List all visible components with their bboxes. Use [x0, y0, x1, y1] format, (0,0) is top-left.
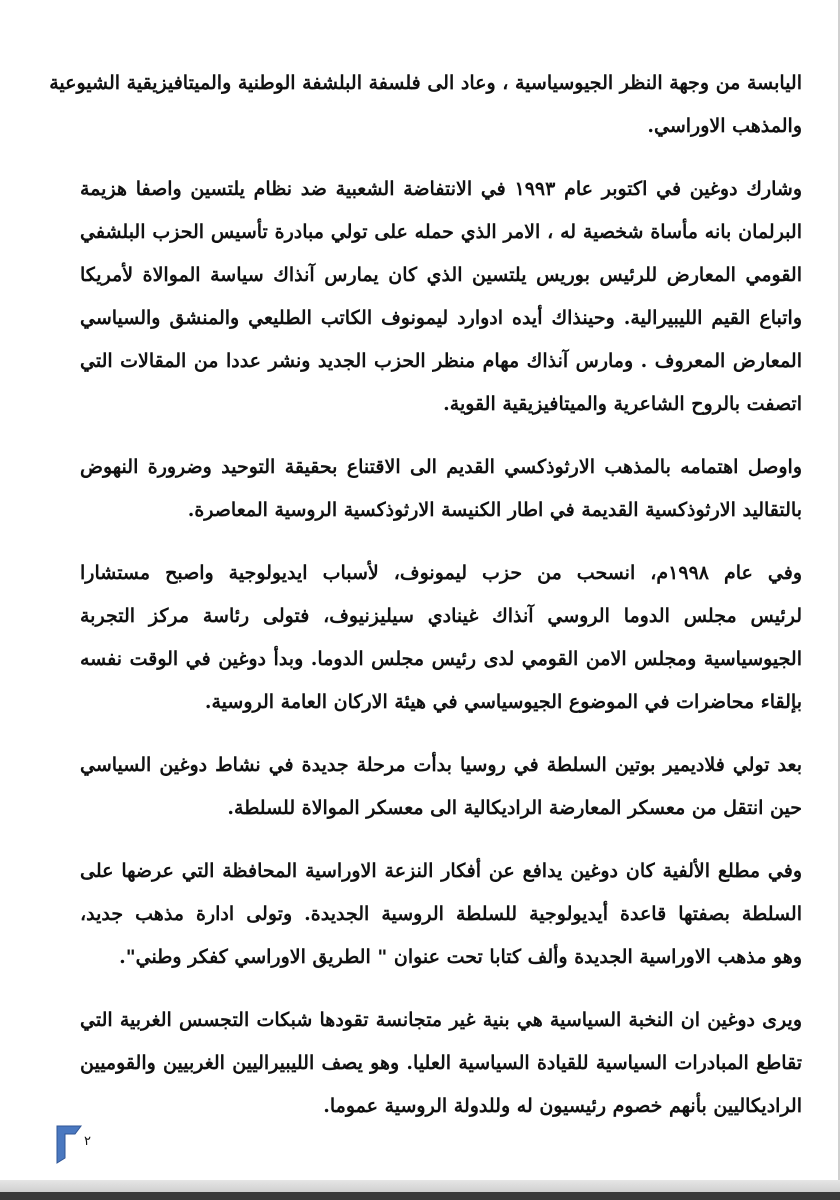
- text-line: الراديكاليين بأنهم خصوم رئيسيون له وللدولة الروسية عموما.: [323, 1095, 802, 1117]
- text-line: المعارض المعروف . ومارس آنذاك مهام منظر الحزب الجديد ونشر عددا من المقالات التي: [80, 350, 802, 372]
- text-line: اتصفت بالروح الشاعرية والميتافيزيقية القوية.: [443, 393, 802, 415]
- paragraph: [80, 999, 802, 1128]
- text-line: الجيوسياسية ومجلس الامن القومي لدى رئيس مجلس الدوما. وبدأ دوغين في الوقت نفسه: [80, 648, 802, 670]
- text-line: حين انتقل من معسكر المعارضة الراديكالية الى معسكر الموالاة للسلطة.: [227, 797, 802, 819]
- paragraph: [80, 744, 802, 830]
- text-line: واوصل اهتمامه بالمذهب الارثوذكسي القديم الى الاقتناع بحقيقة التوحيد وضرورة النهوض: [80, 456, 802, 478]
- text-line: وفي عام ١٩٩٨م، انسحب من حزب ليمونوف، لأسباب ايديولوجية واصبح مستشارا: [80, 562, 802, 584]
- text-line: القومي المعارض للرئيس بوريس يلتسين الذي كان يمارس آنذاك سياسة الموالاة لأمريكا: [80, 264, 803, 286]
- text-line: بإلقاء محاضرات في الموضوع الجيوسياسي في هيئة الاركان العامة الروسية.: [204, 691, 802, 713]
- paragraph: [80, 850, 802, 979]
- viewer-bottom-edge: [0, 1180, 840, 1192]
- page-number: ٢: [84, 1134, 91, 1149]
- paragraph: [80, 552, 802, 724]
- paragraph: [80, 446, 802, 532]
- text-line: بعد تولي فلاديمير بوتين السلطة في روسيا بدأت مرحلة جديدة في نشاط دوغين السياسي: [80, 754, 802, 776]
- text-line: وهو مذهب الاوراسية الجديدة وألف كتابا تحت عنوان " الطريق الاوراسي كفكر وطني".: [119, 946, 802, 968]
- paragraph: [80, 168, 802, 426]
- paragraph: [49, 62, 802, 148]
- text-line: والمذهب الاوراسي.: [647, 115, 802, 137]
- text-line: لرئيس مجلس الدوما الروسي آنذاك غينادي سيليزنيوف، فتولى رئاسة مركز التجربة: [80, 605, 802, 627]
- text-line: السلطة بصفتها قاعدة أيديولوجية للسلطة الروسية الجديدة. وتولى ادارة مذهب جديد،: [80, 903, 802, 925]
- text-line: بالتقاليد الارثوذكسية القديمة في اطار الكنيسة الارثوذكسية الروسية المعاصرة.: [187, 499, 802, 521]
- text-line: وفي مطلع الألفية كان دوغين يدافع عن أفكار النزعة الاوراسية المحافظة التي عرضها على: [80, 860, 802, 882]
- text-line: البرلمان بانه مأساة شخصية له ، الامر الذي حمله على تولي مبادرة تأسيس الحزب البلشفي: [80, 221, 802, 243]
- text-line: واتباع القيم الليبيرالية. وحينذاك أيده ادوارد ليمونوف الكاتب الطليعي والمنشق والسياسي: [80, 307, 802, 329]
- document-body: [49, 62, 803, 1148]
- text-line: ويرى دوغين ان النخبة السياسية هي بنية غير متجانسة تقودها شبكات التجسس الغربية التي: [80, 1009, 802, 1031]
- page-number-ornament-icon: [55, 1124, 83, 1164]
- text-line: اليابسة من وجهة النظر الجيوسياسية ، وعاد الى فلسفة البلشفة الوطنية والميتافيزيقية الشيوعية: [49, 72, 802, 94]
- text-line: تقاطع المبادرات السياسية للقيادة السياسية العليا. وهو يصف الليبيراليين الغربيين والقوميين: [80, 1052, 802, 1074]
- text-line: وشارك دوغين في اكتوبر عام ١٩٩٣ في الانتفاضة الشعبية ضد نظام يلتسين واصفا هزيمة: [80, 178, 803, 200]
